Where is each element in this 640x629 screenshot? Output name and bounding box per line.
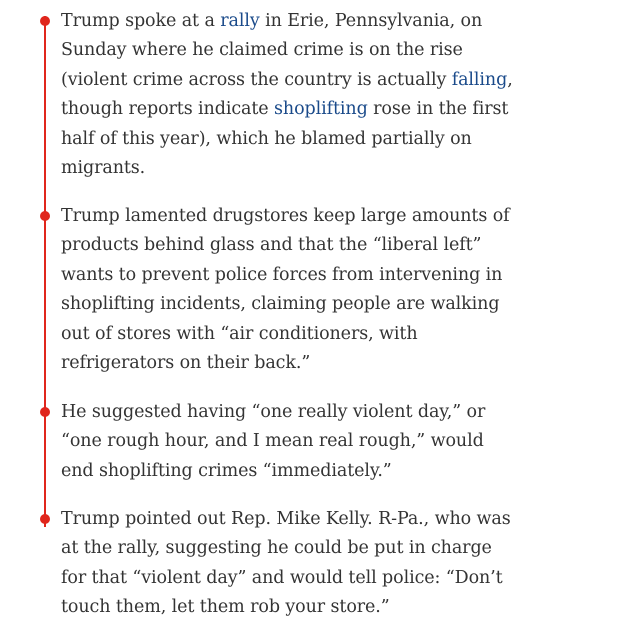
bullet-dot	[40, 407, 50, 417]
timeline-line	[44, 16, 46, 527]
bullet-dot	[40, 211, 50, 221]
bullet-dot	[40, 16, 50, 26]
shoplifting-link[interactable]: shoplifting	[274, 99, 368, 120]
text-span: Trump lamented drugstores keep large amounts of products behind glass and that the “liberal left” wants to prevent police forces from intervening in shoplifting incidents, claiming people are walking out of stores with “air conditioners, with refrigerators on their back.”	[61, 206, 510, 374]
text-span: Trump spoke at a	[61, 11, 221, 31]
bullet-paragraph-1	[61, 7, 521, 183]
text-span: He suggested having “one really violent day,” or “one rough hour, and I mean real rough,” would end shoplifting crimes “immediately.”	[61, 402, 486, 481]
rally-link[interactable]: rally	[220, 11, 260, 31]
bullet-paragraph-4	[61, 505, 521, 623]
bullet-paragraph-2	[61, 202, 521, 378]
text-span: , though reports indicate	[61, 69, 513, 120]
text-span: rose in the first half of this year), which he blamed partially on migrants.	[61, 99, 509, 179]
bullet-dot	[40, 514, 50, 524]
falling-link[interactable]: falling	[451, 69, 508, 90]
bullet-paragraph-3	[61, 398, 521, 486]
text-span: Trump pointed out Rep. Mike Kelly. R-Pa., who was at the rally, suggesting he could be put in charge for that “violent day” and would tell police: “Don’t touch them, let them rob your store.”	[61, 509, 511, 618]
text-span: in Erie, Pennsylvania, on Sunday where he claimed crime is on the rise (violent crime across the country is actually	[61, 11, 483, 90]
